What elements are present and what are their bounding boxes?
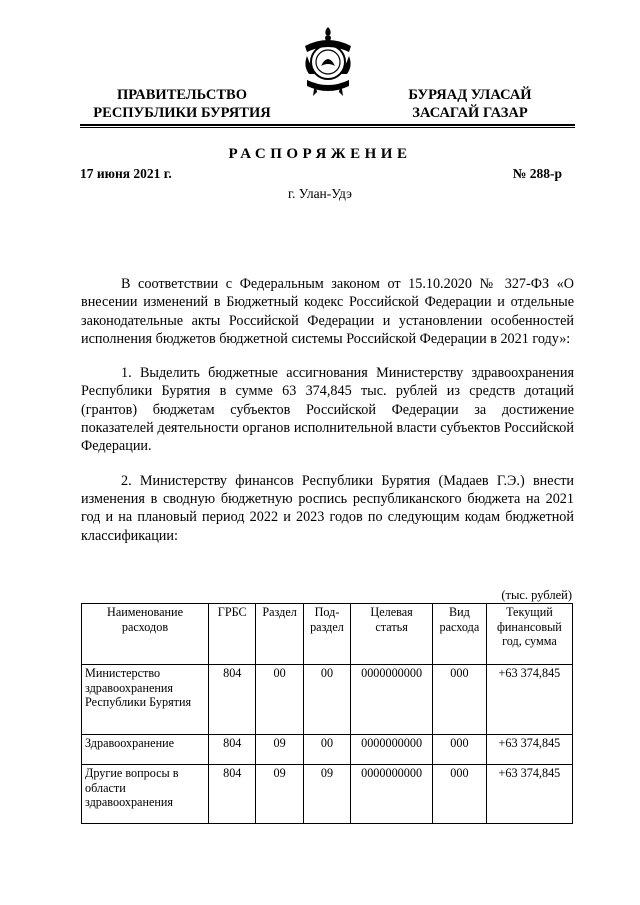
table-cell: 09 xyxy=(303,765,350,824)
table-header-row xyxy=(82,604,573,665)
document-body xyxy=(81,275,574,545)
table-cell: +63 374,845 xyxy=(486,765,572,824)
table-cell: 000 xyxy=(433,765,487,824)
table-cell: 804 xyxy=(209,765,256,824)
table-units: (тыс. рублей) xyxy=(501,588,572,602)
table-cell: 00 xyxy=(303,665,350,735)
government-name-bua-line1: БУРЯАД УЛАСАЙ xyxy=(408,87,532,103)
table-cell: Другие вопросы в области здравоохранения xyxy=(82,765,209,824)
paragraph-preamble: В соответствии с Федеральным законом от 15.10.2020 № 327-ФЗ «О внесении изменений в Бюджетный кодекс Российской Федерации и отдельные законодательные акты Российской Федерации и установлении особенностей исполнения бюджетов бюджетной системы Российской Федерации в 2021 году»: xyxy=(81,276,574,347)
table-cell: 09 xyxy=(256,735,303,765)
paragraph-item-1: 1. Выделить бюджетные ассигнования Министерству здравоохранения Республики Бурятия в сумме 63 374,845 тыс. рублей из средств дотаций (грантов) бюджетам субъектов Российской Федерации за достижение показателей деятельности органов исполнительной власти субъектов Российской Федерации. xyxy=(81,365,574,455)
table-cell: 0000000000 xyxy=(351,665,433,735)
budget-table xyxy=(81,603,573,824)
document-city: г. Улан-Удэ xyxy=(288,186,352,201)
government-name-bua xyxy=(395,86,545,122)
table-cell: 804 xyxy=(209,735,256,765)
government-name-ru xyxy=(82,86,282,122)
header-cell: Под-раздел xyxy=(303,604,350,665)
table-cell: 0000000000 xyxy=(351,765,433,824)
document-type: РАСПОРЯЖЕНИЕ xyxy=(228,146,412,162)
header-cell: ГРБС xyxy=(209,604,256,665)
table-cell: 0000000000 xyxy=(351,735,433,765)
header-cell: Целевая статья xyxy=(351,604,433,665)
table-cell: Здравоохранение xyxy=(82,735,209,765)
document-number: № 288-р xyxy=(512,166,562,181)
header-cell: Раздел xyxy=(256,604,303,665)
table-cell: +63 374,845 xyxy=(486,665,572,735)
coat-of-arms-icon xyxy=(299,26,357,98)
header-cell: Вид расхода xyxy=(433,604,487,665)
paragraph-item-2: 2. Министерству финансов Республики Бурятия (Мадаев Г.Э.) внести изменения в сводную бюджетную роспись республиканского бюджета на 2021 год и на плановый период 2022 и 2023 годов по следующим кодам бюджетной классификации: xyxy=(81,472,574,544)
table-cell: 000 xyxy=(433,665,487,735)
table-cell: 804 xyxy=(209,665,256,735)
table-row xyxy=(82,665,573,735)
document-date: 17 июня 2021 г. xyxy=(80,166,172,181)
table-cell: 000 xyxy=(433,735,487,765)
header-divider xyxy=(80,124,575,128)
table-cell: +63 374,845 xyxy=(486,735,572,765)
table-cell: Министерство здравоохранения Республики Бурятия xyxy=(82,665,209,735)
table-cell: 09 xyxy=(256,765,303,824)
table-row xyxy=(82,765,573,824)
header-cell: Текущий финансовый год, сумма xyxy=(486,604,572,665)
table-row xyxy=(82,735,573,765)
header-cell: Наименование расходов xyxy=(82,604,209,665)
table-cell: 00 xyxy=(256,665,303,735)
government-name-ru-line1: ПРАВИТЕЛЬСТВО xyxy=(117,87,247,103)
government-name-ru-line2: РЕСПУБЛИКИ БУРЯТИЯ xyxy=(93,105,271,121)
table-cell: 00 xyxy=(303,735,350,765)
government-name-bua-line2: ЗАСАГАЙ ГАЗАР xyxy=(412,105,528,121)
